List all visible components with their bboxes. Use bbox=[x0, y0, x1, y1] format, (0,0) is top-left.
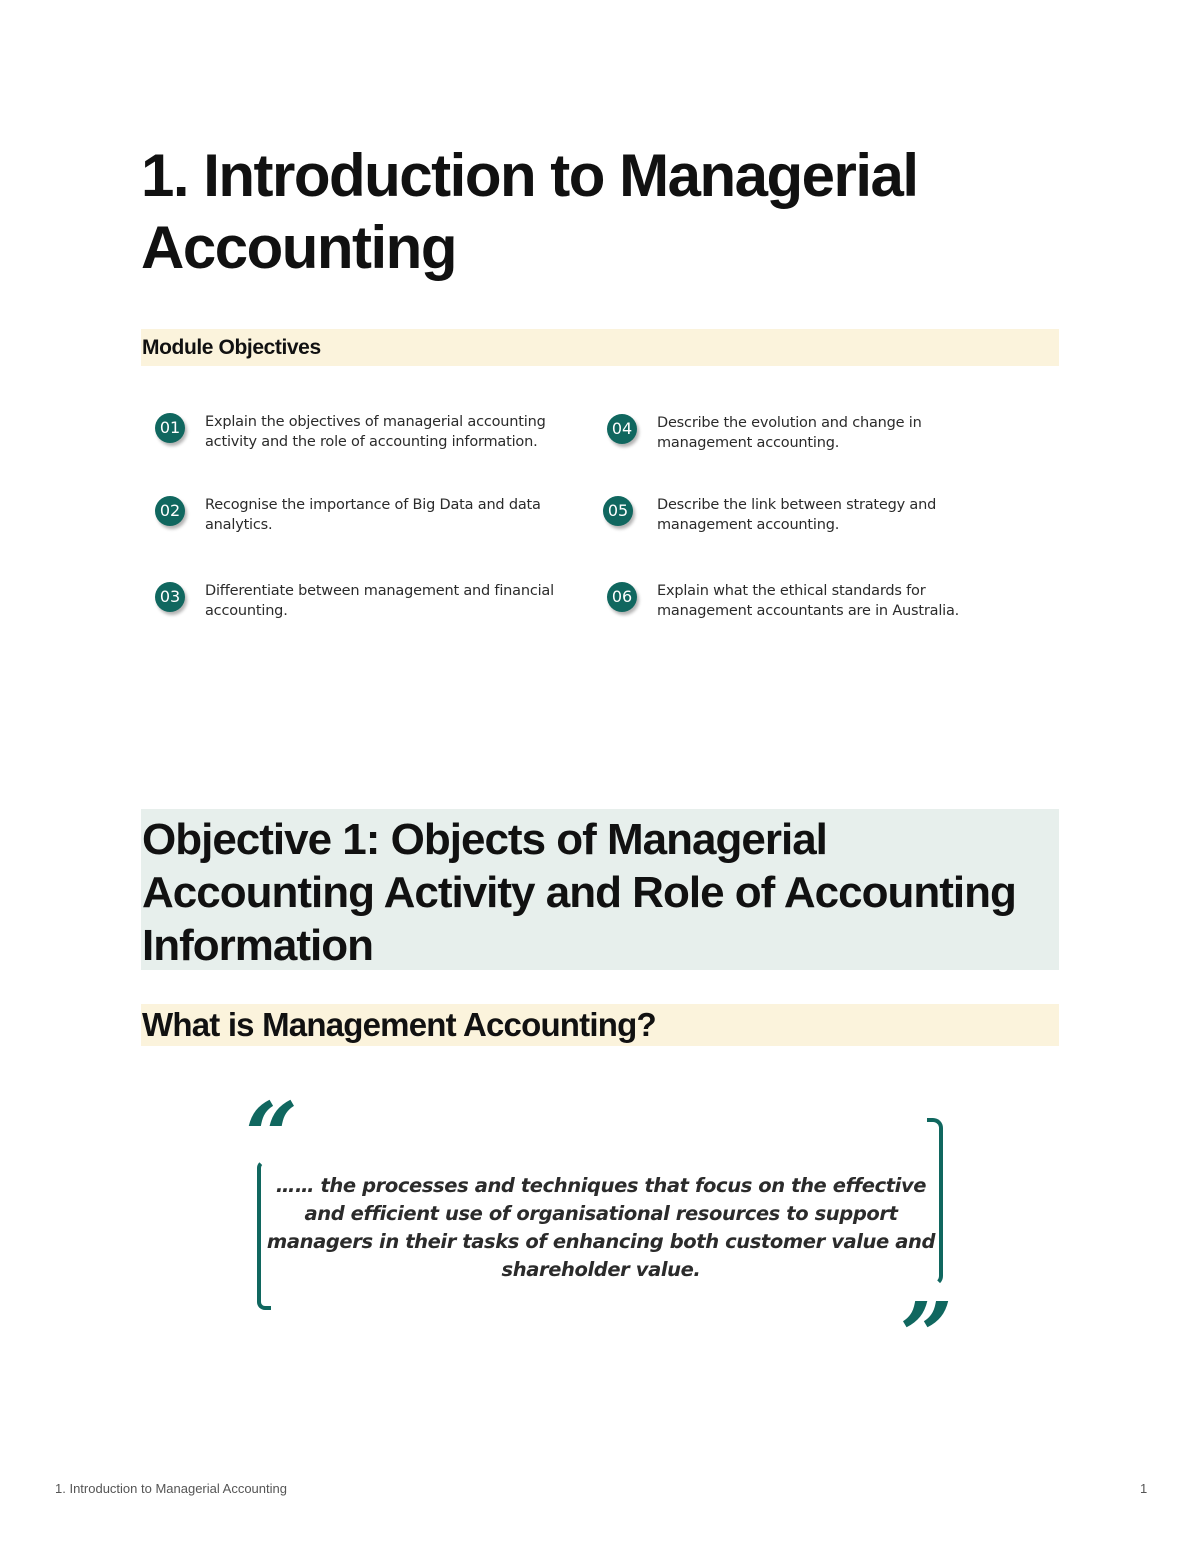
module-objectives-heading-band bbox=[141, 329, 1059, 366]
objective-text: Differentiate between management and financial accounting. bbox=[205, 583, 554, 619]
objective-number-badge: 02 bbox=[155, 496, 185, 526]
definition-quote: …… the processes and techniques that focus on the effective and efficient use of organisational resources to support managers in their tasks of enhancing both customer value and shareholder value. bbox=[266, 1174, 936, 1281]
footer-page-number: 1 bbox=[1140, 1481, 1148, 1496]
objective-item-01 bbox=[155, 412, 575, 452]
objective-item-02 bbox=[155, 495, 575, 535]
objective-text: Explain what the ethical standards for management accountants are in Australia. bbox=[657, 583, 960, 619]
footer-document-title: 1. Introduction to Managerial Accounting bbox=[55, 1481, 287, 1496]
objective-text: Describe the link between strategy and management accounting. bbox=[657, 497, 937, 533]
section-heading: What is Management Accounting? bbox=[142, 1006, 656, 1043]
objective-text: Explain the objectives of managerial accounting activity and the role of accounting information. bbox=[205, 414, 546, 450]
page-title: 1. Introduction to Managerial Accounting bbox=[141, 142, 918, 281]
objective-number-badge: 06 bbox=[607, 582, 637, 612]
objective-item-03 bbox=[155, 581, 575, 621]
objective-1-heading-band bbox=[141, 809, 1059, 970]
section-heading-band bbox=[141, 1004, 1059, 1046]
objective-text: Describe the evolution and change in management accounting. bbox=[657, 415, 922, 451]
objective-number-badge: 01 bbox=[155, 413, 185, 443]
objective-number-badge: 04 bbox=[607, 414, 637, 444]
objective-number-badge: 05 bbox=[603, 496, 633, 526]
module-objectives-heading: Module Objectives bbox=[142, 336, 321, 359]
open-quote-icon: “ bbox=[245, 1082, 298, 1190]
objective-text: Recognise the importance of Big Data and data analytics. bbox=[205, 497, 541, 533]
objective-number-badge: 03 bbox=[155, 582, 185, 612]
objective-item-04 bbox=[607, 413, 1027, 453]
objective-1-heading: Objective 1: Objects of Managerial Accounting Activity and Role of Accounting Information bbox=[142, 815, 1016, 970]
objective-item-05 bbox=[603, 495, 1023, 535]
close-quote-icon: ” bbox=[900, 1282, 953, 1390]
objective-item-06 bbox=[607, 581, 1027, 621]
